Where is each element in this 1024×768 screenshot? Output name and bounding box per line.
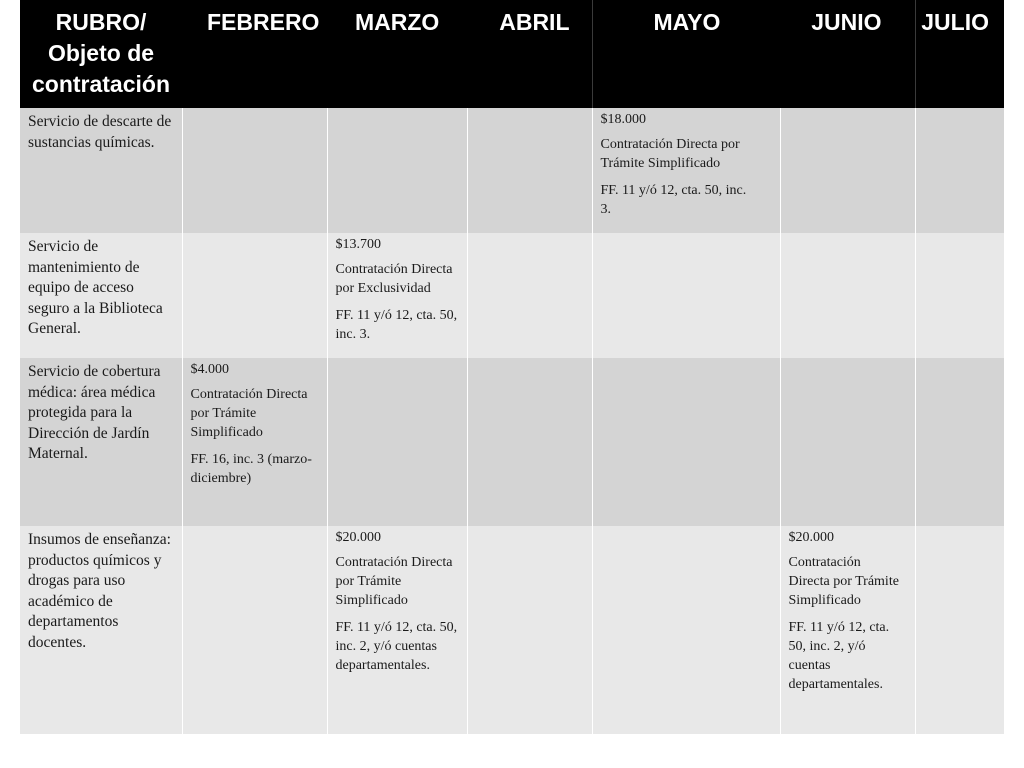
header-julio: JULIO: [915, 0, 1004, 108]
funding-source: FF. 16, inc. 3 (marzo-diciembre): [190, 452, 312, 486]
mayo-cell: [592, 108, 780, 233]
contract-entry: [328, 526, 467, 675]
abril-cell: [467, 233, 592, 358]
julio-cell: [915, 108, 1004, 233]
rubro-text: Servicio de mantenimiento de equipo de acceso seguro a la Biblioteca General.: [28, 238, 163, 337]
header-mayo: MAYO: [592, 0, 780, 108]
amount: $13.700: [335, 237, 381, 252]
contract-entry: [183, 358, 327, 488]
contract-entry: [328, 233, 467, 344]
rubro-cell: [20, 233, 182, 358]
table-row: [20, 108, 1004, 233]
junio-cell: [780, 233, 915, 358]
abril-cell: [467, 358, 592, 526]
junio-cell: [780, 108, 915, 233]
junio-cell: [780, 358, 915, 526]
febrero-cell: [182, 233, 327, 358]
contract-entry: [593, 108, 780, 219]
table-row: [20, 233, 1004, 358]
mayo-cell: [592, 233, 780, 358]
procedure: Contratación Directa por Trámite Simplificado: [190, 387, 308, 440]
procedure: Contratación Directa por Trámite Simplificado: [600, 137, 740, 171]
marzo-cell: [327, 358, 467, 526]
procedure: Contratación Directa por Exclusividad: [335, 262, 453, 296]
header-junio: JUNIO: [780, 0, 915, 108]
rubro-text: Servicio de cobertura médica: área médica protegida para la Dirección de Jardín Maternal.: [28, 363, 161, 462]
junio-cell: [780, 526, 915, 734]
header-marzo: MARZO: [327, 0, 467, 108]
funding-source: FF. 11 y/ó 12, cta. 50, inc. 2, y/ó cuentas departamentales.: [335, 620, 458, 673]
febrero-cell: [182, 526, 327, 734]
febrero-cell: [182, 358, 327, 526]
funding-source: FF. 11 y/ó 12, cta. 50, inc. 3.: [600, 183, 747, 217]
mayo-cell: [592, 358, 780, 526]
header-febrero: FEBRERO: [182, 0, 327, 108]
rubro-cell: [20, 358, 182, 526]
procurement-schedule-table: [20, 0, 1004, 734]
header-abril: ABRIL: [467, 0, 592, 108]
rubro-cell: [20, 526, 182, 734]
marzo-cell: [327, 233, 467, 358]
header-row: [20, 0, 1004, 108]
funding-source: FF. 11 y/ó 12, cta. 50, inc. 2, y/ó cuentas departamentales.: [788, 620, 890, 692]
rubro-cell: [20, 108, 182, 233]
amount: $20.000: [788, 530, 834, 545]
header-rubro: RUBRO/ Objeto de contratación: [20, 0, 182, 108]
febrero-cell: [182, 108, 327, 233]
rubro-text: Insumos de enseñanza: productos químicos y drogas para uso académico de departamentos docentes.: [28, 531, 171, 651]
julio-cell: [915, 526, 1004, 734]
procurement-schedule-sheet: [20, 0, 1004, 734]
procedure: Contratación Directa por Trámite Simplificado: [788, 555, 899, 608]
mayo-cell: [592, 526, 780, 734]
amount: $20.000: [335, 530, 381, 545]
marzo-cell: [327, 108, 467, 233]
marzo-cell: [327, 526, 467, 734]
abril-cell: [467, 108, 592, 233]
amount: $4.000: [190, 362, 229, 377]
julio-cell: [915, 358, 1004, 526]
table-row: [20, 358, 1004, 526]
procedure: Contratación Directa por Trámite Simplificado: [335, 555, 453, 608]
funding-source: FF. 11 y/ó 12, cta. 50, inc. 3.: [335, 308, 458, 342]
contract-entry: [781, 526, 915, 694]
julio-cell: [915, 233, 1004, 358]
table-row: [20, 526, 1004, 734]
amount: $18.000: [600, 112, 646, 127]
rubro-text: Servicio de descarte de sustancias químicas.: [28, 113, 172, 151]
abril-cell: [467, 526, 592, 734]
